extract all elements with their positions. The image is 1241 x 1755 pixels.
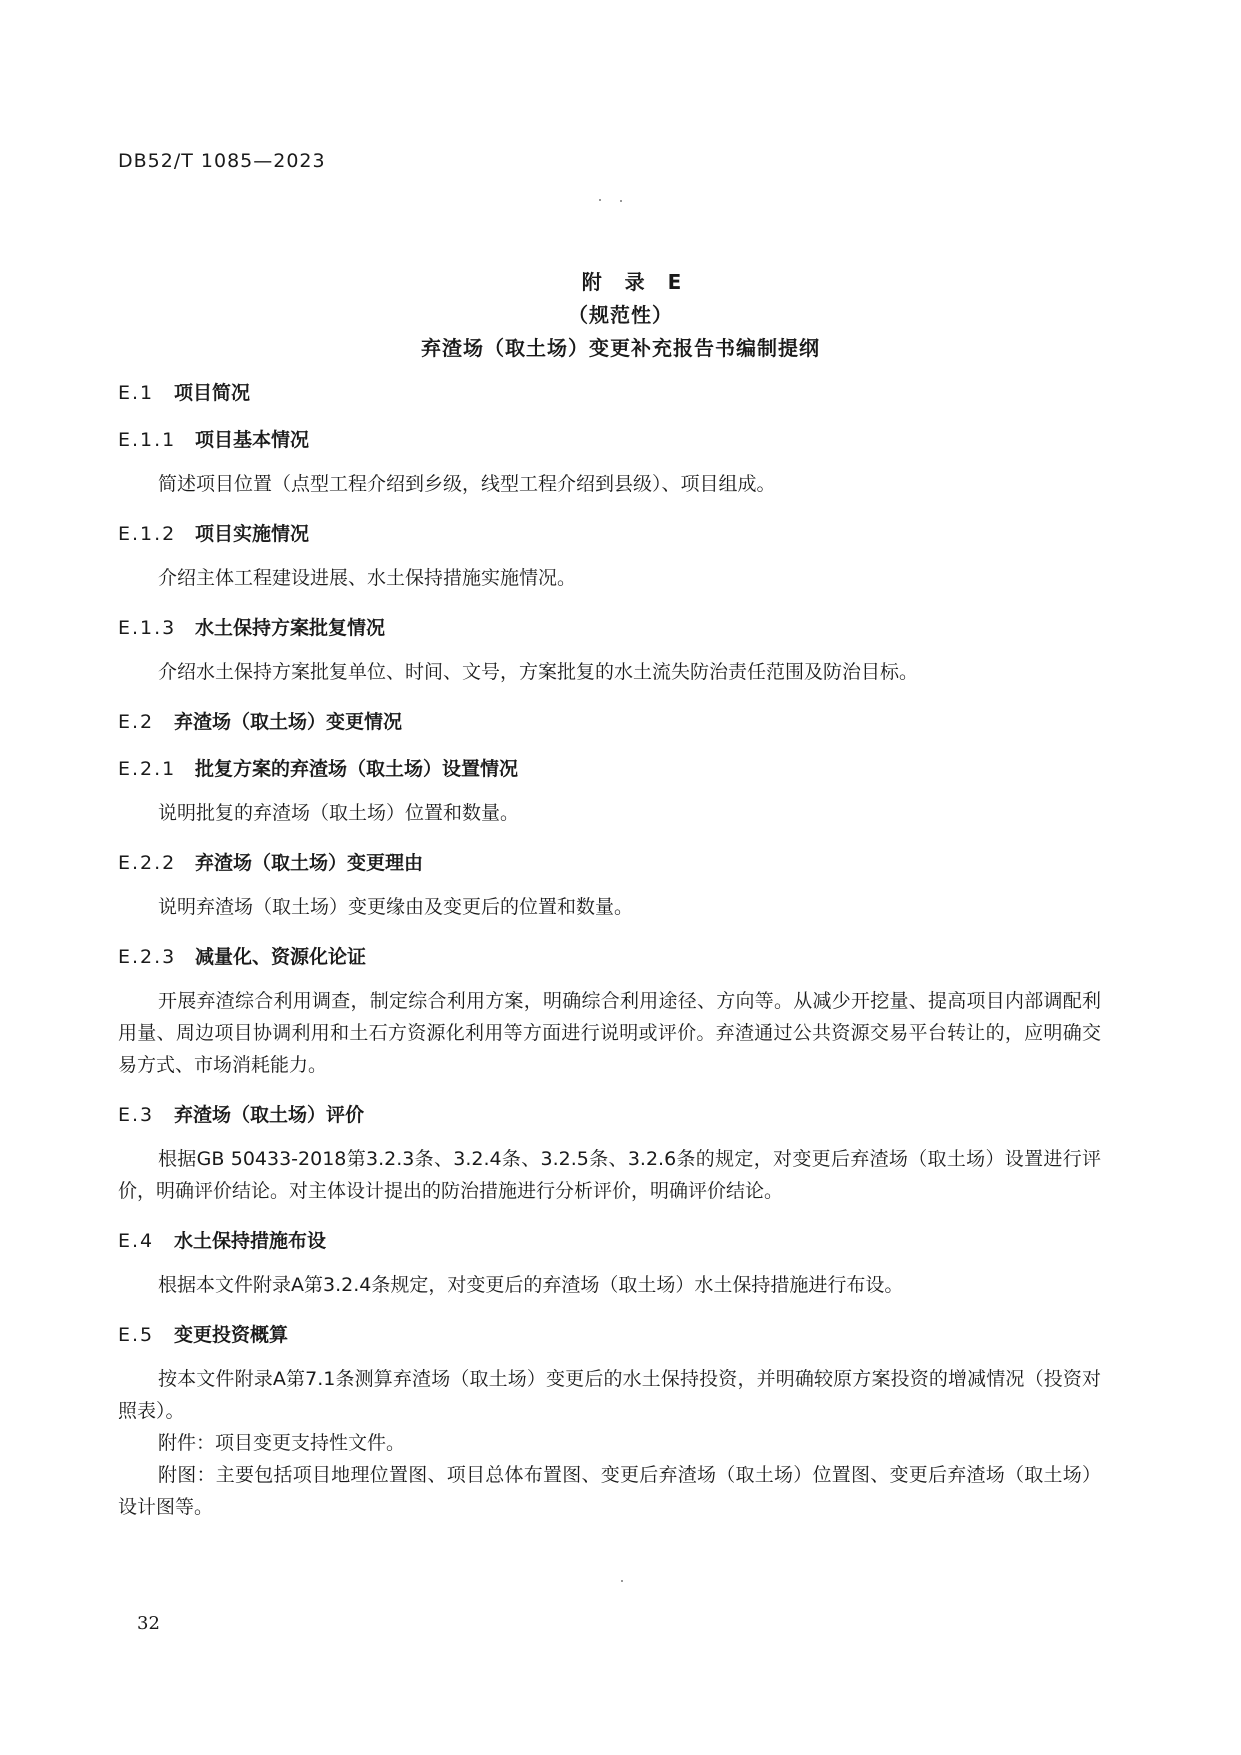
- subsection-number: E.2.2: [118, 852, 177, 874]
- section-heading: [118, 1322, 1101, 1348]
- section-heading: [118, 1102, 1101, 1128]
- appendix-nature: （规范性）: [568, 303, 673, 327]
- subsection-number: E.1.3: [118, 617, 177, 639]
- paragraph: 介绍水土保持方案批复单位、时间、文号，方案批复的水土流失防治责任范围及防治目标。: [158, 661, 919, 683]
- section-number: E.2: [118, 711, 155, 733]
- paragraph: 根据GB 50433-2018第3.2.3条、3.2.4条、3.2.5条、3.2.6条的规定，对变更后弃渣场（取土场）设置进行评价，明确评价结论。对主体设计提出的防治措施进行分析评价，明确评价结论。: [118, 1148, 1101, 1202]
- page-number: 32: [137, 1613, 160, 1634]
- subsection-title: 减量化、资源化论证: [195, 946, 367, 968]
- paragraph: 开展弃渣综合利用调查，制定综合利用方案，明确综合利用途径、方向等。从减少开挖量、提高项目内部调配利用量、周边项目协调利用和土石方资源化利用等方面进行说明或评价。弃渣通过公共资源交易平台转让的，应明确交易方式、市场消耗能力。: [118, 990, 1101, 1076]
- section-heading: [118, 380, 1101, 406]
- subsection-number: E.2.1: [118, 758, 177, 780]
- subsection-number: E.2.3: [118, 946, 177, 968]
- section-number: E.1: [118, 382, 155, 404]
- appendix-label: 附 录 E: [581, 270, 690, 294]
- scan-speck: [620, 200, 622, 202]
- figures-note: 附图：主要包括项目地理位置图、项目总体布置图、变更后弃渣场（取土场）位置图、变更后弃渣场（取土场）设计图等。: [118, 1464, 1101, 1518]
- attachment-note: 附件：项目变更支持性文件。: [158, 1432, 406, 1454]
- scan-speck: [621, 1580, 623, 1582]
- subsection-title: 弃渣场（取土场）变更理由: [195, 852, 424, 874]
- section-title: 弃渣场（取土场）评价: [174, 1104, 365, 1126]
- subsection-title: 批复方案的弃渣场（取土场）设置情况: [195, 758, 519, 780]
- subsection-number: E.1.1: [118, 429, 177, 451]
- appendix-title-block: [0, 266, 1241, 365]
- section-number: E.5: [118, 1324, 155, 1346]
- document-body: [118, 380, 1101, 1523]
- paragraph: 说明批复的弃渣场（取土场）位置和数量。: [158, 802, 520, 824]
- section-number: E.3: [118, 1104, 155, 1126]
- paragraph: 说明弃渣场（取土场）变更缘由及变更后的位置和数量。: [158, 896, 634, 918]
- subsection-heading: [118, 756, 1101, 782]
- subsection-heading: [118, 521, 1101, 547]
- paragraph: 按本文件附录A第7.1条测算弃渣场（取土场）变更后的水土保持投资，并明确较原方案投资的增减情况（投资对照表）。: [118, 1368, 1101, 1422]
- scan-speck: [599, 199, 601, 201]
- subsection-title: 水土保持方案批复情况: [195, 617, 386, 639]
- section-heading: [118, 709, 1101, 735]
- section-number: E.4: [118, 1230, 155, 1252]
- subsection-heading: [118, 427, 1101, 453]
- paragraph: 简述项目位置（点型工程介绍到乡级，线型工程介绍到县级）、项目组成。: [158, 473, 776, 495]
- subsection-title: 项目实施情况: [195, 523, 310, 545]
- subsection-heading: [118, 944, 1101, 970]
- section-heading: [118, 1228, 1101, 1254]
- subsection-title: 项目基本情况: [195, 429, 310, 451]
- document-code: DB52/T 1085—2023: [118, 150, 326, 172]
- subsection-heading: [118, 850, 1101, 876]
- paragraph: 根据本文件附录A第3.2.4条规定，对变更后的弃渣场（取土场）水土保持措施进行布设。: [158, 1274, 904, 1296]
- section-title: 项目简况: [174, 382, 251, 404]
- section-title: 水土保持措施布设: [174, 1230, 327, 1252]
- appendix-title: 弃渣场（取土场）变更补充报告书编制提纲: [421, 336, 820, 360]
- section-title: 变更投资概算: [174, 1324, 289, 1346]
- subsection-number: E.1.2: [118, 523, 177, 545]
- section-title: 弃渣场（取土场）变更情况: [174, 711, 403, 733]
- paragraph: 介绍主体工程建设进展、水土保持措施实施情况。: [158, 567, 577, 589]
- subsection-heading: [118, 615, 1101, 641]
